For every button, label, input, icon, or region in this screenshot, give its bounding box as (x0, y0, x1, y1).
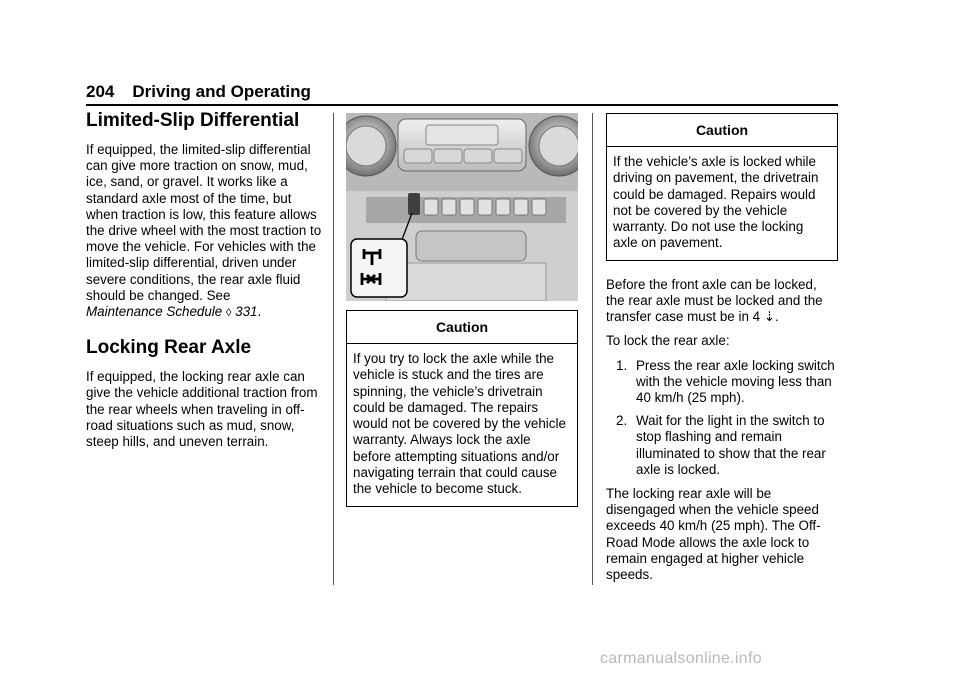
front-axle-paragraph: Before the front axle can be locked, the rear axle must be locked and the transfer case must be in 4 ⇣. (606, 276, 823, 325)
page-header (86, 82, 838, 106)
four-wheel-low-icon: ⇣ (763, 309, 776, 325)
lra-heading: Locking Rear Axle (86, 337, 252, 359)
dashboard-switch-illustration (346, 113, 578, 301)
lra-paragraph: If equipped, the locking rear axle can give the vehicle additional traction from the rear wheels when traveling in off-road situations such as mud, snow, steep hills, and uneven terrain. (86, 369, 318, 450)
caution-box-2 (606, 113, 838, 261)
caution-body-2: If the vehicle’s axle is locked while driving on pavement, the drivetrain could be damaged. Repairs would not be covered by the vehicle warranty. Do not use the locking axle on pavement. (613, 154, 819, 251)
caution-box-1 (346, 310, 578, 507)
disengage-paragraph: The locking rear axle will be disengaged when the vehicle speed exceeds 40 km/h (25 mph). The Off-Road Mode allows the axle lock to remain engaged at higher vehicle speeds. (606, 486, 821, 583)
lsd-heading: Limited-Slip Differential (86, 110, 300, 131)
caution-body-1: If you try to lock the axle while the vehicle is stuck and the tires are spinning, the vehicle’s drivetrain could be damaged. The repairs would not be covered by the vehicle warranty. Always lock the axle before attempting situations and/or navigating terrain that could cause the vehicle to become stuck. (353, 351, 566, 497)
maintenance-schedule-link[interactable]: Maintenance Schedule (86, 304, 223, 320)
column-3 (606, 113, 838, 591)
caution-title-2: Caution (607, 114, 837, 147)
page-number: 204 (86, 82, 115, 101)
section-title: Driving and Operating (132, 82, 311, 101)
lsd-paragraph: If equipped, the limited-slip differential can give more traction on snow, mud, ice, sand, or gravel. It works like a standard axle most of the time, but when traction is low, this feature allows the drive wheel with the most traction to move the vehicle. For vehicles with the limited-slip differential, driven under severe conditions, the rear axle fluid should be changed. See Maintenance Schedule ◊ 331. (86, 142, 322, 320)
page-ref-icon: ◊ (225, 307, 232, 320)
column-divider-left (333, 113, 334, 585)
column-divider-right (592, 113, 593, 585)
page-ref-number[interactable]: 331 (235, 304, 258, 320)
column-1 (86, 110, 322, 458)
list-item: 1. Press the rear axle locking switch with the vehicle moving less than 40 km/h (25 mph). (616, 357, 835, 405)
watermark: carmanualsonline.info (600, 650, 762, 667)
column-2 (346, 113, 578, 507)
steps-intro: To lock the rear axle: (606, 333, 730, 349)
list-item: 2. Wait for the light in the switch to stop flashing and remain illuminated to show that the rear axle is locked. (616, 413, 826, 477)
steps-list (606, 358, 838, 478)
caution-title-1: Caution (347, 311, 577, 344)
